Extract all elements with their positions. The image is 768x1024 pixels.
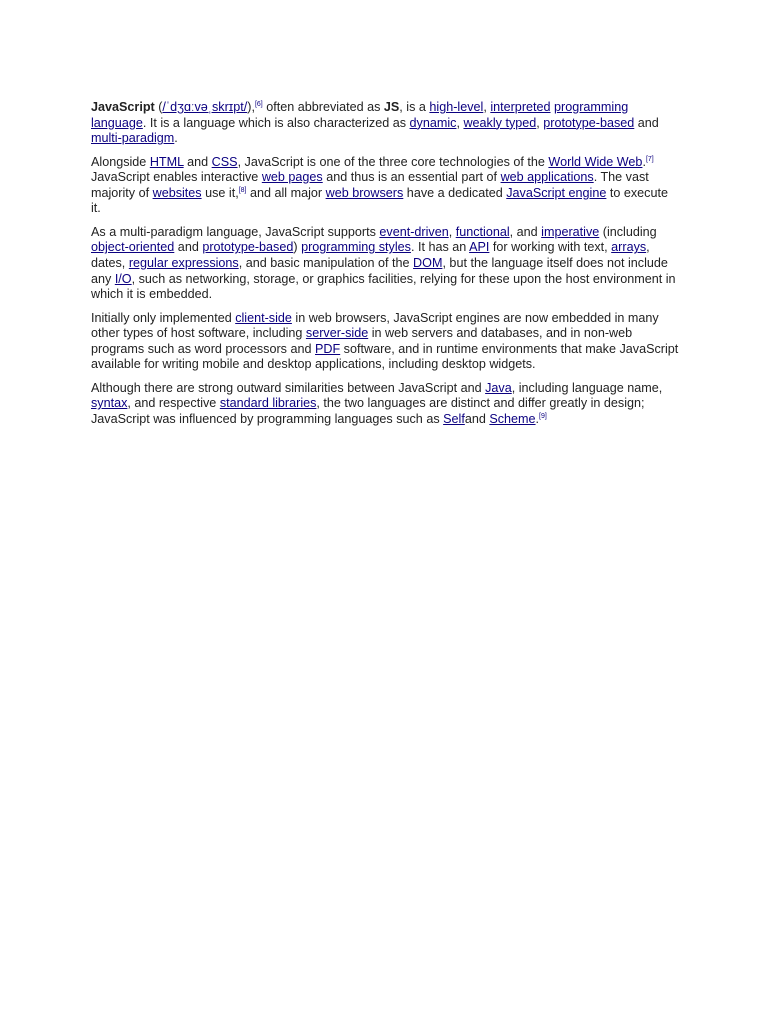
text: and thus is an essential part of [322, 170, 501, 185]
link-imperative[interactable]: imperative [541, 224, 600, 239]
citation-link[interactable]: [8] [238, 186, 247, 194]
text: in web servers and databases, and in non-web programs such as word processors and [91, 326, 633, 356]
text: Alongside [91, 154, 150, 169]
link-standard-libraries[interactable]: standard libraries [219, 396, 317, 411]
text: software, and in runtime environments that make JavaScript available for writing mobile and desktop applications, including desktop widgets. [91, 341, 679, 372]
text: . [642, 154, 646, 169]
text: , such as networking, storage, or graphics facilities, relying for these upon the host environment in which it is embedded. [91, 271, 676, 302]
link-io[interactable]: I/O [114, 271, 132, 286]
link-dom[interactable]: DOM [413, 255, 443, 270]
text: Although there are strong outward similarities between JavaScript and [91, 380, 486, 395]
paragraph-intro [91, 100, 681, 147]
article-body [91, 100, 681, 435]
link-syntax[interactable]: syntax [91, 396, 128, 411]
text: and [634, 115, 659, 130]
citation-link[interactable]: [6] [254, 101, 263, 108]
link-api[interactable]: API [469, 240, 490, 255]
link-arrays[interactable]: arrays [611, 240, 647, 255]
paragraph-embedding [91, 311, 681, 373]
link-self[interactable]: Self [443, 411, 465, 426]
link-scheme[interactable]: Scheme [489, 411, 536, 426]
link-functional[interactable]: functional [455, 224, 510, 239]
text: , is a [399, 100, 430, 114]
pronunciation-link[interactable]: /ˈdʒɑːvəˌskrɪpt/ [162, 100, 248, 114]
text: to execute it. [91, 185, 668, 216]
article-term: JavaScript [91, 100, 155, 114]
link-high-level[interactable]: high-level [429, 100, 484, 114]
link-world-wide-web[interactable]: World Wide Web [548, 154, 643, 169]
citation-link[interactable]: [9] [539, 412, 547, 420]
link-regular-expressions[interactable]: regular expressions [128, 255, 239, 270]
text: for working with text, [489, 240, 612, 255]
link-programming-language[interactable]: programming language [91, 100, 629, 130]
text: . It has an [410, 240, 470, 255]
text: , [483, 100, 491, 114]
text: . The vast majority of [91, 170, 649, 200]
paragraph-paradigms [91, 225, 681, 303]
link-programming-styles[interactable]: programming styles [301, 240, 411, 255]
link-java[interactable]: Java [485, 380, 512, 395]
link-weakly-typed[interactable]: weakly typed [463, 115, 537, 130]
text: ) [293, 240, 302, 255]
paragraph-core-technologies [91, 155, 681, 217]
link-prototype-based[interactable]: prototype-based [543, 115, 635, 130]
text: , and [509, 224, 542, 239]
text: , [456, 115, 464, 130]
text: and all major [246, 185, 326, 200]
citation-6[interactable] [255, 101, 263, 108]
link-javascript-engine[interactable]: JavaScript engine [506, 185, 607, 200]
text: ), [247, 100, 255, 114]
citation-link[interactable]: [7] [645, 155, 654, 163]
text: use it, [201, 185, 239, 200]
text: have a dedicated [403, 185, 507, 200]
link-server-side[interactable]: server-side [305, 326, 369, 341]
link-object-oriented[interactable]: object-oriented [91, 240, 175, 255]
text: , including language name, [511, 380, 663, 395]
link-web-browsers[interactable]: web browsers [325, 185, 404, 200]
text: often abbreviated as [262, 100, 384, 114]
link-client-side[interactable]: client-side [235, 310, 292, 325]
text: , and basic manipulation of the [238, 255, 414, 270]
link-event-driven[interactable]: event-driven [379, 224, 449, 239]
text: (including [599, 224, 657, 239]
text: and [464, 411, 490, 426]
text: , [448, 224, 456, 239]
text: . [174, 131, 178, 146]
text: , and respective [127, 396, 220, 411]
link-web-applications[interactable]: web applications [500, 170, 594, 185]
link-interpreted[interactable]: interpreted [490, 100, 551, 114]
link-prototype-based[interactable]: prototype-based [202, 240, 294, 255]
abbreviation: JS [383, 100, 400, 114]
text: , [536, 115, 544, 130]
text: and [174, 240, 203, 255]
text: JavaScript enables interactive [91, 170, 262, 185]
link-html[interactable]: HTML [149, 154, 184, 169]
citation-8[interactable] [239, 187, 247, 194]
text: , JavaScript is one of the three core technologies of the [237, 154, 549, 169]
link-websites[interactable]: websites [152, 185, 202, 200]
text: , the two languages are distinct and differ greatly in design; JavaScript was influenced by programming languages such as [91, 396, 645, 426]
text: . [535, 411, 540, 426]
link-web-pages[interactable]: web pages [261, 170, 323, 185]
citation-7[interactable] [646, 156, 654, 163]
text: , but the language itself does not include any [91, 255, 668, 286]
link-pdf[interactable]: PDF [315, 341, 341, 356]
link-dynamic[interactable]: dynamic [409, 115, 457, 130]
text: As a multi-paradigm language, JavaScript supports [91, 224, 380, 239]
text: Initially only implemented [91, 310, 236, 325]
text: ( [154, 100, 163, 114]
pronunciation[interactable] [162, 100, 247, 114]
citation-9[interactable] [539, 413, 547, 420]
paragraph-java-comparison [91, 381, 681, 428]
text: . It is a language which is also characterized as [142, 115, 410, 130]
text: and [183, 154, 212, 169]
text: , dates, [91, 240, 650, 270]
text: in web browsers, JavaScript engines are now embedded in many other types of host software, including [91, 310, 659, 341]
link-css[interactable]: CSS [211, 154, 238, 169]
link-multi-paradigm[interactable]: multi-paradigm [91, 131, 175, 146]
